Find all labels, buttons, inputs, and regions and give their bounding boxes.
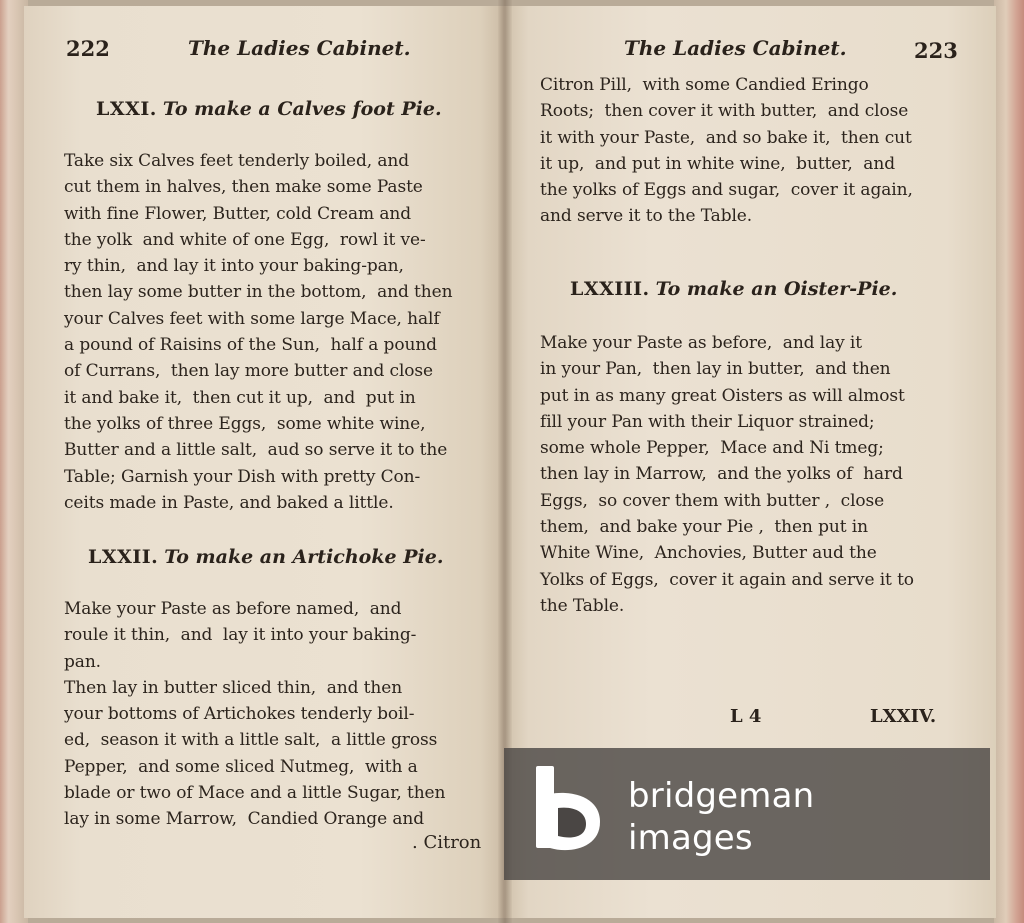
text-line: in your Pan, then lay in butter, and then: [540, 359, 891, 380]
text-line: Make your Paste as before, and lay it: [540, 333, 863, 353]
text-line: and serve it to the Table.: [540, 206, 753, 227]
text-line: ry thin, and lay it into your baking-pan,: [64, 256, 404, 277]
recipe-number: LXXII.: [88, 546, 159, 568]
text-line: Make your Paste as before named, and: [64, 599, 402, 619]
text-line: Citron Pill, with some Candied Eringo: [540, 75, 869, 95]
right-catchword: LXXIV.: [870, 706, 937, 727]
text-line: the yolks of three Eggs, some white wine,: [64, 413, 426, 434]
text-line: fill your Pan with their Liquor strained;: [540, 411, 875, 432]
text-line: blade or two of Mace and a little Sugar, then: [64, 783, 446, 804]
text-line: Roots; then cover it with butter, and close: [540, 101, 909, 122]
text-line: pan.: [64, 651, 101, 672]
signature-mark: L 4: [730, 706, 762, 727]
watermark-text-line2: images: [628, 818, 753, 858]
text-line: it up, and put in white wine, butter, and: [540, 153, 895, 174]
text-line: it and bake it, then cut it up, and put in: [64, 387, 416, 408]
text-line: Eggs, so cover them with butter , close: [540, 490, 885, 511]
recipe-body-lxxii: [64, 596, 445, 833]
text-line: a pound of Raisins of the Sun, half a pound: [64, 335, 437, 356]
text-line: of Currans, then lay more butter and close: [64, 361, 434, 382]
recipe-body-lxxi: [64, 148, 452, 516]
right-page-number: 223: [914, 38, 958, 63]
text-line: then lay in Marrow, and the yolks of hard: [540, 464, 903, 485]
text-line: your bottoms of Artichokes tenderly boil-: [64, 704, 415, 725]
text-line: Take six Calves feet tenderly boiled, and: [64, 151, 410, 171]
text-line: put in as many great Oisters as will almost: [540, 385, 905, 406]
watermark-text-line1: bridgeman: [628, 776, 815, 816]
recipe-body-lxxiii: [540, 330, 914, 619]
text-line: them, and bake your Pie , then put in: [540, 517, 868, 538]
recipe-title: To make a Calves foot Pie.: [162, 98, 442, 120]
text-line: White Wine, Anchovies, Butter aud the: [540, 543, 877, 564]
left-page-number: 222: [66, 36, 110, 61]
recipe-heading-lxxiii: [570, 278, 897, 300]
text-line: then lay some butter in the bottom, and then: [64, 282, 453, 303]
text-line: cut them in halves, then make some Paste: [64, 177, 423, 198]
left-catchword: . Citron: [412, 832, 482, 853]
text-line: the yolks of Eggs and sugar, cover it again,: [540, 180, 913, 201]
recipe-heading-lxxi: [96, 98, 442, 120]
text-line: lay in some Marrow, Candied Orange and: [64, 809, 425, 830]
text-line: your Calves feet with some large Mace, half: [64, 308, 440, 329]
bridgeman-logo-icon: [530, 764, 604, 854]
right-page-edges: [994, 0, 1024, 923]
text-line: Then lay in butter sliced thin, and then: [64, 677, 403, 698]
left-running-head: The Ladies Cabinet.: [188, 36, 411, 60]
text-line: it with your Paste, and so bake it, then cut: [540, 127, 912, 148]
text-line: Yolks of Eggs, cover it again and serve it to: [540, 569, 914, 590]
recipe-title: To make an Oister-Pie.: [655, 278, 898, 300]
text-line: Table; Garnish your Dish with pretty Con-: [64, 466, 421, 487]
text-line: the yolk and white of one Egg, rowl it ve-: [64, 229, 426, 250]
text-line: ed, season it with a little salt, a little gross: [64, 730, 438, 751]
recipe-continuation: [540, 72, 913, 230]
right-running-head: The Ladies Cabinet.: [624, 36, 847, 60]
text-line: Butter and a little salt, aud so serve it to the: [64, 440, 448, 461]
recipe-number: LXXIII.: [570, 278, 650, 300]
text-line: ceits made in Paste, and baked a little.: [64, 492, 394, 513]
text-line: roule it thin, and lay it into your baking-: [64, 625, 417, 646]
text-line: with fine Flower, Butter, cold Cream and: [64, 203, 411, 224]
left-page: [24, 6, 504, 918]
recipe-title: To make an Artichoke Pie.: [164, 546, 444, 568]
text-line: some whole Pepper, Mace and Ni tmeg;: [540, 438, 884, 459]
recipe-number: LXXI.: [96, 98, 157, 120]
text-line: Pepper, and some sliced Nutmeg, with a: [64, 756, 418, 777]
watermark-banner: [504, 748, 990, 880]
recipe-heading-lxxii: [88, 546, 443, 568]
text-line: the Table.: [540, 595, 625, 616]
